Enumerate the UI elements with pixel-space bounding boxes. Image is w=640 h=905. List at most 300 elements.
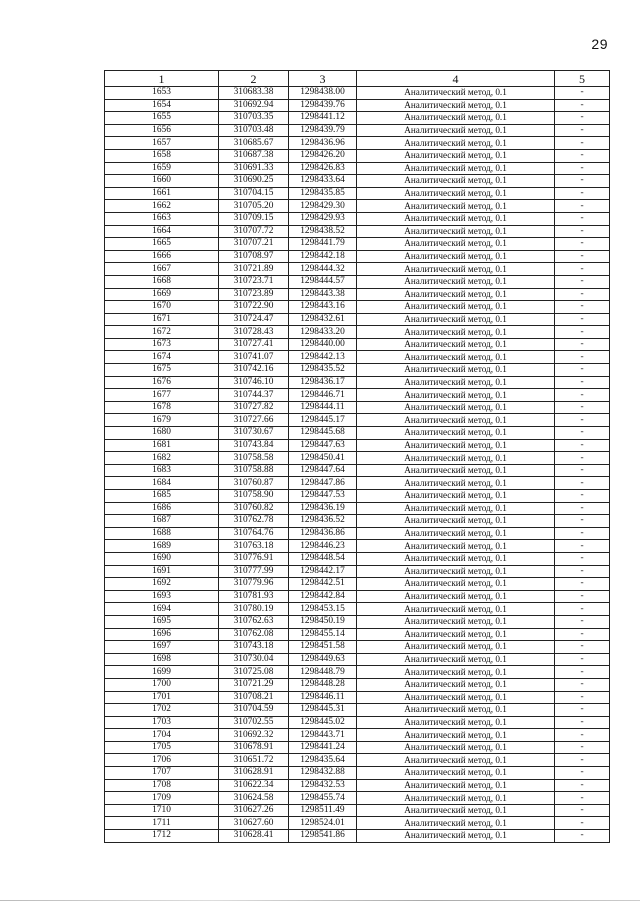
y-coordinate-cell: 1298453.15 [289, 603, 357, 616]
table-row [105, 401, 610, 414]
x-coordinate-cell: 310721.29 [219, 678, 289, 691]
y-coordinate-cell: 1298444.32 [289, 263, 357, 276]
method-cell: Аналитический метод, 0.1 [357, 678, 555, 691]
table-body [105, 87, 610, 843]
note-cell: - [555, 338, 610, 351]
y-coordinate-cell: 1298524.01 [289, 817, 357, 830]
y-coordinate-cell: 1298448.28 [289, 678, 357, 691]
column-header-method: 4 [357, 71, 555, 87]
y-coordinate-cell: 1298429.93 [289, 212, 357, 225]
method-cell: Аналитический метод, 0.1 [357, 767, 555, 780]
note-cell: - [555, 112, 610, 125]
note-cell: - [555, 452, 610, 465]
note-cell: - [555, 615, 610, 628]
method-cell: Аналитический метод, 0.1 [357, 288, 555, 301]
table-row [105, 389, 610, 402]
point-number-cell: 1689 [105, 540, 219, 553]
y-coordinate-cell: 1298446.11 [289, 691, 357, 704]
y-coordinate-cell: 1298441.12 [289, 112, 357, 125]
y-coordinate-cell: 1298436.52 [289, 515, 357, 528]
y-coordinate-cell: 1298432.61 [289, 313, 357, 326]
x-coordinate-cell: 310730.04 [219, 653, 289, 666]
note-cell: - [555, 804, 610, 817]
point-number-cell: 1701 [105, 691, 219, 704]
x-coordinate-cell: 310725.08 [219, 666, 289, 679]
table-row [105, 326, 610, 339]
point-number-cell: 1685 [105, 490, 219, 503]
method-cell: Аналитический метод, 0.1 [357, 439, 555, 452]
note-cell: - [555, 565, 610, 578]
note-cell: - [555, 716, 610, 729]
note-cell: - [555, 351, 610, 364]
y-coordinate-cell: 1298436.17 [289, 376, 357, 389]
method-cell: Аналитический метод, 0.1 [357, 351, 555, 364]
method-cell: Аналитический метод, 0.1 [357, 540, 555, 553]
note-cell: - [555, 552, 610, 565]
point-number-cell: 1682 [105, 452, 219, 465]
table-row [105, 540, 610, 553]
x-coordinate-cell: 310776.91 [219, 552, 289, 565]
note-cell: - [555, 515, 610, 528]
y-coordinate-cell: 1298436.86 [289, 527, 357, 540]
point-number-cell: 1711 [105, 817, 219, 830]
table-row [105, 490, 610, 503]
point-number-cell: 1683 [105, 464, 219, 477]
method-cell: Аналитический метод, 0.1 [357, 603, 555, 616]
note-cell: - [555, 275, 610, 288]
table-row [105, 729, 610, 742]
table-row [105, 527, 610, 540]
table-row [105, 112, 610, 125]
note-cell: - [555, 502, 610, 515]
method-cell: Аналитический метод, 0.1 [357, 477, 555, 490]
table-row [105, 263, 610, 276]
point-number-cell: 1688 [105, 527, 219, 540]
point-number-cell: 1656 [105, 124, 219, 137]
y-coordinate-cell: 1298438.52 [289, 225, 357, 238]
table-row [105, 754, 610, 767]
note-cell: - [555, 477, 610, 490]
table-row [105, 187, 610, 200]
method-cell: Аналитический метод, 0.1 [357, 187, 555, 200]
y-coordinate-cell: 1298440.00 [289, 338, 357, 351]
x-coordinate-cell: 310758.90 [219, 490, 289, 503]
point-number-cell: 1670 [105, 301, 219, 314]
note-cell: - [555, 212, 610, 225]
point-number-cell: 1698 [105, 653, 219, 666]
point-number-cell: 1680 [105, 427, 219, 440]
point-number-cell: 1697 [105, 641, 219, 654]
table-row [105, 792, 610, 805]
x-coordinate-cell: 310781.93 [219, 590, 289, 603]
x-coordinate-cell: 310709.15 [219, 212, 289, 225]
point-number-cell: 1678 [105, 401, 219, 414]
x-coordinate-cell: 310723.71 [219, 275, 289, 288]
note-cell: - [555, 99, 610, 112]
point-number-cell: 1707 [105, 767, 219, 780]
method-cell: Аналитический метод, 0.1 [357, 149, 555, 162]
x-coordinate-cell: 310780.19 [219, 603, 289, 616]
method-cell: Аналитический метод, 0.1 [357, 754, 555, 767]
y-coordinate-cell: 1298426.20 [289, 149, 357, 162]
y-coordinate-cell: 1298443.38 [289, 288, 357, 301]
page-number: 29 [591, 36, 608, 52]
point-number-cell: 1663 [105, 212, 219, 225]
point-number-cell: 1669 [105, 288, 219, 301]
x-coordinate-cell: 310728.43 [219, 326, 289, 339]
point-number-cell: 1696 [105, 628, 219, 641]
x-coordinate-cell: 310685.67 [219, 137, 289, 150]
method-cell: Аналитический метод, 0.1 [357, 112, 555, 125]
x-coordinate-cell: 310743.18 [219, 641, 289, 654]
y-coordinate-cell: 1298451.58 [289, 641, 357, 654]
method-cell: Аналитический метод, 0.1 [357, 464, 555, 477]
scan-edge-line [0, 900, 640, 901]
y-coordinate-cell: 1298444.11 [289, 401, 357, 414]
point-number-cell: 1659 [105, 162, 219, 175]
point-number-cell: 1712 [105, 830, 219, 843]
table-row [105, 830, 610, 843]
y-coordinate-cell: 1298445.02 [289, 716, 357, 729]
method-cell: Аналитический метод, 0.1 [357, 653, 555, 666]
y-coordinate-cell: 1298439.79 [289, 124, 357, 137]
table-row [105, 515, 610, 528]
method-cell: Аналитический метод, 0.1 [357, 376, 555, 389]
note-cell: - [555, 741, 610, 754]
note-cell: - [555, 666, 610, 679]
method-cell: Аналитический метод, 0.1 [357, 313, 555, 326]
y-coordinate-cell: 1298447.64 [289, 464, 357, 477]
method-cell: Аналитический метод, 0.1 [357, 666, 555, 679]
point-number-cell: 1653 [105, 87, 219, 100]
x-coordinate-cell: 310690.25 [219, 175, 289, 188]
note-cell: - [555, 767, 610, 780]
table-row [105, 641, 610, 654]
point-number-cell: 1695 [105, 615, 219, 628]
note-cell: - [555, 401, 610, 414]
table-row [105, 452, 610, 465]
point-number-cell: 1704 [105, 729, 219, 742]
point-number-cell: 1709 [105, 792, 219, 805]
method-cell: Аналитический метод, 0.1 [357, 691, 555, 704]
x-coordinate-cell: 310683.38 [219, 87, 289, 100]
note-cell: - [555, 439, 610, 452]
y-coordinate-cell: 1298445.68 [289, 427, 357, 440]
x-coordinate-cell: 310762.08 [219, 628, 289, 641]
x-coordinate-cell: 310727.66 [219, 414, 289, 427]
y-coordinate-cell: 1298433.64 [289, 175, 357, 188]
y-coordinate-cell: 1298435.64 [289, 754, 357, 767]
point-number-cell: 1674 [105, 351, 219, 364]
note-cell: - [555, 779, 610, 792]
y-coordinate-cell: 1298511.49 [289, 804, 357, 817]
y-coordinate-cell: 1298438.00 [289, 87, 357, 100]
method-cell: Аналитический метод, 0.1 [357, 615, 555, 628]
table-row [105, 175, 610, 188]
note-cell: - [555, 653, 610, 666]
method-cell: Аналитический метод, 0.1 [357, 716, 555, 729]
method-cell: Аналитический метод, 0.1 [357, 704, 555, 717]
y-coordinate-cell: 1298447.63 [289, 439, 357, 452]
x-coordinate-cell: 310760.82 [219, 502, 289, 515]
table-row [105, 590, 610, 603]
table-row [105, 250, 610, 263]
x-coordinate-cell: 310651.72 [219, 754, 289, 767]
method-cell: Аналитический метод, 0.1 [357, 401, 555, 414]
y-coordinate-cell: 1298442.84 [289, 590, 357, 603]
y-coordinate-cell: 1298433.20 [289, 326, 357, 339]
x-coordinate-cell: 310760.87 [219, 477, 289, 490]
x-coordinate-cell: 310777.99 [219, 565, 289, 578]
method-cell: Аналитический метод, 0.1 [357, 427, 555, 440]
x-coordinate-cell: 310708.21 [219, 691, 289, 704]
note-cell: - [555, 603, 610, 616]
x-coordinate-cell: 310692.32 [219, 729, 289, 742]
y-coordinate-cell: 1298444.57 [289, 275, 357, 288]
method-cell: Аналитический метод, 0.1 [357, 301, 555, 314]
table-row [105, 439, 610, 452]
method-cell: Аналитический метод, 0.1 [357, 389, 555, 402]
y-coordinate-cell: 1298447.53 [289, 490, 357, 503]
method-cell: Аналитический метод, 0.1 [357, 792, 555, 805]
x-coordinate-cell: 310707.21 [219, 238, 289, 251]
table-row [105, 212, 610, 225]
table-row [105, 464, 610, 477]
note-cell: - [555, 729, 610, 742]
x-coordinate-cell: 310702.55 [219, 716, 289, 729]
note-cell: - [555, 540, 610, 553]
point-number-cell: 1679 [105, 414, 219, 427]
table-row [105, 691, 610, 704]
method-cell: Аналитический метод, 0.1 [357, 565, 555, 578]
y-coordinate-cell: 1298432.53 [289, 779, 357, 792]
note-cell: - [555, 376, 610, 389]
table-row [105, 364, 610, 377]
column-header-y-coordinate: 3 [289, 71, 357, 87]
x-coordinate-cell: 310704.15 [219, 187, 289, 200]
note-cell: - [555, 364, 610, 377]
note-cell: - [555, 263, 610, 276]
table-header [105, 71, 610, 87]
x-coordinate-cell: 310687.38 [219, 149, 289, 162]
note-cell: - [555, 817, 610, 830]
method-cell: Аналитический метод, 0.1 [357, 490, 555, 503]
x-coordinate-cell: 310744.37 [219, 389, 289, 402]
x-coordinate-cell: 310727.82 [219, 401, 289, 414]
y-coordinate-cell: 1298445.17 [289, 414, 357, 427]
coordinates-table [104, 70, 610, 843]
x-coordinate-cell: 310762.63 [219, 615, 289, 628]
table-row [105, 87, 610, 100]
method-cell: Аналитический метод, 0.1 [357, 238, 555, 251]
method-cell: Аналитический метод, 0.1 [357, 741, 555, 754]
method-cell: Аналитический метод, 0.1 [357, 250, 555, 263]
table-header-row [105, 71, 610, 87]
method-cell: Аналитический метод, 0.1 [357, 628, 555, 641]
point-number-cell: 1710 [105, 804, 219, 817]
method-cell: Аналитический метод, 0.1 [357, 87, 555, 100]
note-cell: - [555, 641, 610, 654]
y-coordinate-cell: 1298429.30 [289, 200, 357, 213]
method-cell: Аналитический метод, 0.1 [357, 326, 555, 339]
note-cell: - [555, 301, 610, 314]
table-row [105, 99, 610, 112]
method-cell: Аналитический метод, 0.1 [357, 552, 555, 565]
point-number-cell: 1694 [105, 603, 219, 616]
table-row [105, 678, 610, 691]
note-cell: - [555, 175, 610, 188]
point-number-cell: 1668 [105, 275, 219, 288]
point-number-cell: 1705 [105, 741, 219, 754]
y-coordinate-cell: 1298436.19 [289, 502, 357, 515]
table-row [105, 767, 610, 780]
y-coordinate-cell: 1298541.86 [289, 830, 357, 843]
point-number-cell: 1667 [105, 263, 219, 276]
point-number-cell: 1700 [105, 678, 219, 691]
point-number-cell: 1658 [105, 149, 219, 162]
y-coordinate-cell: 1298426.83 [289, 162, 357, 175]
note-cell: - [555, 490, 610, 503]
y-coordinate-cell: 1298455.14 [289, 628, 357, 641]
column-header-point-number: 1 [105, 71, 219, 87]
note-cell: - [555, 137, 610, 150]
note-cell: - [555, 326, 610, 339]
table-row [105, 225, 610, 238]
x-coordinate-cell: 310730.67 [219, 427, 289, 440]
method-cell: Аналитический метод, 0.1 [357, 452, 555, 465]
point-number-cell: 1661 [105, 187, 219, 200]
method-cell: Аналитический метод, 0.1 [357, 590, 555, 603]
note-cell: - [555, 427, 610, 440]
y-coordinate-cell: 1298445.31 [289, 704, 357, 717]
note-cell: - [555, 792, 610, 805]
table-row [105, 162, 610, 175]
point-number-cell: 1665 [105, 238, 219, 251]
method-cell: Аналитический метод, 0.1 [357, 414, 555, 427]
x-coordinate-cell: 310692.94 [219, 99, 289, 112]
method-cell: Аналитический метод, 0.1 [357, 275, 555, 288]
point-number-cell: 1681 [105, 439, 219, 452]
x-coordinate-cell: 310764.76 [219, 527, 289, 540]
table-row [105, 817, 610, 830]
y-coordinate-cell: 1298450.19 [289, 615, 357, 628]
y-coordinate-cell: 1298442.17 [289, 565, 357, 578]
table-row [105, 288, 610, 301]
y-coordinate-cell: 1298448.54 [289, 552, 357, 565]
note-cell: - [555, 578, 610, 591]
table-row [105, 628, 610, 641]
method-cell: Аналитический метод, 0.1 [357, 502, 555, 515]
note-cell: - [555, 464, 610, 477]
table-row [105, 137, 610, 150]
x-coordinate-cell: 310627.26 [219, 804, 289, 817]
method-cell: Аналитический метод, 0.1 [357, 175, 555, 188]
method-cell: Аналитический метод, 0.1 [357, 212, 555, 225]
method-cell: Аналитический метод, 0.1 [357, 225, 555, 238]
point-number-cell: 1699 [105, 666, 219, 679]
y-coordinate-cell: 1298432.88 [289, 767, 357, 780]
point-number-cell: 1687 [105, 515, 219, 528]
note-cell: - [555, 830, 610, 843]
note-cell: - [555, 678, 610, 691]
point-number-cell: 1693 [105, 590, 219, 603]
point-number-cell: 1673 [105, 338, 219, 351]
method-cell: Аналитический метод, 0.1 [357, 99, 555, 112]
y-coordinate-cell: 1298446.23 [289, 540, 357, 553]
x-coordinate-cell: 310628.41 [219, 830, 289, 843]
y-coordinate-cell: 1298443.71 [289, 729, 357, 742]
y-coordinate-cell: 1298446.71 [289, 389, 357, 402]
table-row [105, 427, 610, 440]
point-number-cell: 1666 [105, 250, 219, 263]
note-cell: - [555, 704, 610, 717]
table-row [105, 124, 610, 137]
table-row [105, 779, 610, 792]
x-coordinate-cell: 310708.97 [219, 250, 289, 263]
note-cell: - [555, 754, 610, 767]
note-cell: - [555, 628, 610, 641]
method-cell: Аналитический метод, 0.1 [357, 137, 555, 150]
table-row [105, 301, 610, 314]
y-coordinate-cell: 1298436.96 [289, 137, 357, 150]
table-row [105, 804, 610, 817]
y-coordinate-cell: 1298435.85 [289, 187, 357, 200]
y-coordinate-cell: 1298450.41 [289, 452, 357, 465]
point-number-cell: 1671 [105, 313, 219, 326]
note-cell: - [555, 250, 610, 263]
point-number-cell: 1706 [105, 754, 219, 767]
note-cell: - [555, 527, 610, 540]
table-row [105, 716, 610, 729]
x-coordinate-cell: 310746.10 [219, 376, 289, 389]
table-row [105, 615, 610, 628]
table-row [105, 653, 610, 666]
table-row [105, 741, 610, 754]
table-row [105, 313, 610, 326]
y-coordinate-cell: 1298448.79 [289, 666, 357, 679]
table-row [105, 338, 610, 351]
point-number-cell: 1672 [105, 326, 219, 339]
x-coordinate-cell: 310779.96 [219, 578, 289, 591]
table-row [105, 477, 610, 490]
method-cell: Аналитический метод, 0.1 [357, 263, 555, 276]
note-cell: - [555, 87, 610, 100]
note-cell: - [555, 389, 610, 402]
y-coordinate-cell: 1298441.24 [289, 741, 357, 754]
point-number-cell: 1686 [105, 502, 219, 515]
table-row [105, 376, 610, 389]
point-number-cell: 1660 [105, 175, 219, 188]
note-cell: - [555, 225, 610, 238]
note-cell: - [555, 149, 610, 162]
method-cell: Аналитический метод, 0.1 [357, 817, 555, 830]
point-number-cell: 1690 [105, 552, 219, 565]
x-coordinate-cell: 310703.48 [219, 124, 289, 137]
note-cell: - [555, 590, 610, 603]
point-number-cell: 1708 [105, 779, 219, 792]
method-cell: Аналитический метод, 0.1 [357, 729, 555, 742]
x-coordinate-cell: 310722.90 [219, 301, 289, 314]
note-cell: - [555, 288, 610, 301]
x-coordinate-cell: 310678.91 [219, 741, 289, 754]
x-coordinate-cell: 310622.34 [219, 779, 289, 792]
point-number-cell: 1702 [105, 704, 219, 717]
point-number-cell: 1664 [105, 225, 219, 238]
method-cell: Аналитический метод, 0.1 [357, 162, 555, 175]
method-cell: Аналитический метод, 0.1 [357, 830, 555, 843]
y-coordinate-cell: 1298439.76 [289, 99, 357, 112]
x-coordinate-cell: 310763.18 [219, 540, 289, 553]
